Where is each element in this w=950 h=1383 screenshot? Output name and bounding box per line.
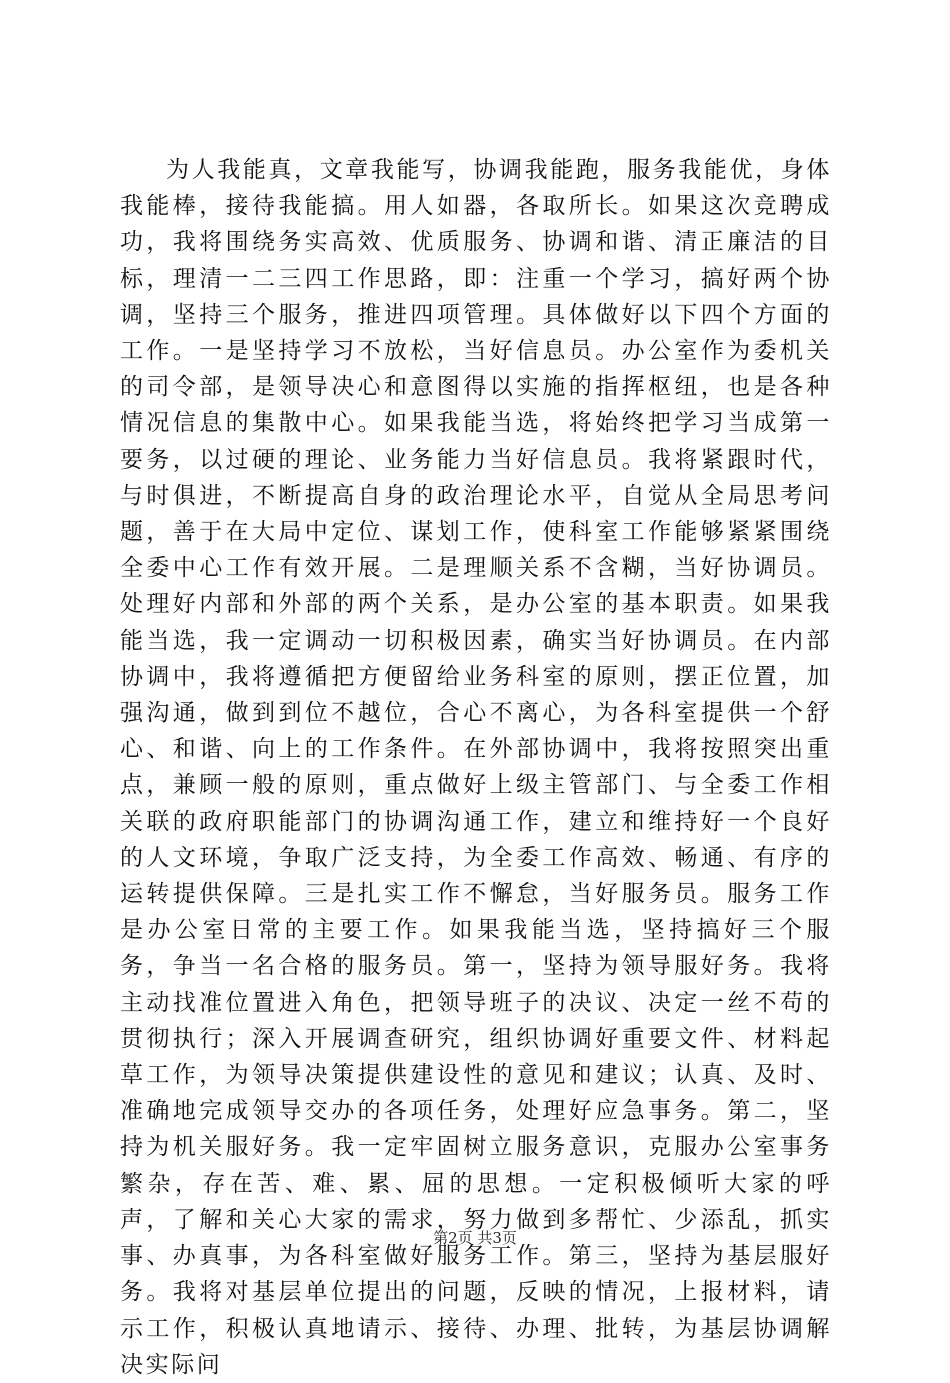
page-footer: 第2页 共3页 (433, 1229, 517, 1247)
body-paragraph: 为人我能真，文章我能写，协调我能跑，服务我能优，身体我能棒，接待我能搞。用人如器，各取所长。如果这次竞聘成功，我将围绕务实高效、优质服务、协调和谐、清正廉洁的目标，理清一二三四工作思路，即：注重一个学习，搞好两个协调，坚持三个服务，推进四项管理。具体做好以下四个方面的工作。一是坚持学习不放松，当好信息员。办公室作为委机关的司令部，是领导决心和意图得以实施的指挥枢纽，也是各种情况信息的集散中心。如果我能当选，将始终把学习当成第一要务，以过硬的理论、业务能力当好信息员。我将紧跟时代，与时俱进，不断提高自身的政治理论水平，自觉从全局思考问题，善于在大局中定位、谋划工作，使科室工作能够紧紧围绕全委中心工作有效开展。二是理顺关系不含糊，当好协调员。处理好内部和外部的两个关系，是办公室的基本职责。如果我能当选，我一定调动一切积极因素，确实当好协调员。在内部协调中，我将遵循把方便留给业务科室的原则，摆正位置，加强沟通，做到到位不越位，合心不离心，为各科室提供一个舒心、和谐、向上的工作条件。在外部协调中，我将按照突出重点，兼顾一般的原则，重点做好上级主管部门、与全委工作相关联的政府职能部门的协调沟通工作，建立和维持好一个良好的人文环境，争取广泛支持，为全委工作高效、畅通、有序的运转提供保障。三是扎实工作不懈怠，当好服务员。服务工作是办公室日常的主要工作。如果我能当选，坚持搞好三个服务，争当一名合格的服务员。第一，坚持为领导服好务。我将主动找准位置进入角色，把领导班子的决议、决定一丝不苟的贯彻执行；深入开展调查研究，组织协调好重要文件、材料起草工作，为领导决策提供建设性的意见和建议；认真、及时、准确地完成领导交办的各项任务，处理好应急事务。第二，坚持为机关服好务。我一定牢固树立服务意识，克服办公室事务繁杂，存在苦、难、累、屈的思想。一定积极倾听大家的呼声，了解和关心大家的需求，努力做到多帮忙、少添乱，抓实事、办真事，为各科室做好服务工作。第三，坚持为基层服好务。我将对基层单位提出的问题，反映的情况，上报材料，请示工作，积极认真地请示、接待、办理、批转，为基层协调解决实际问 (120, 157, 832, 1378)
